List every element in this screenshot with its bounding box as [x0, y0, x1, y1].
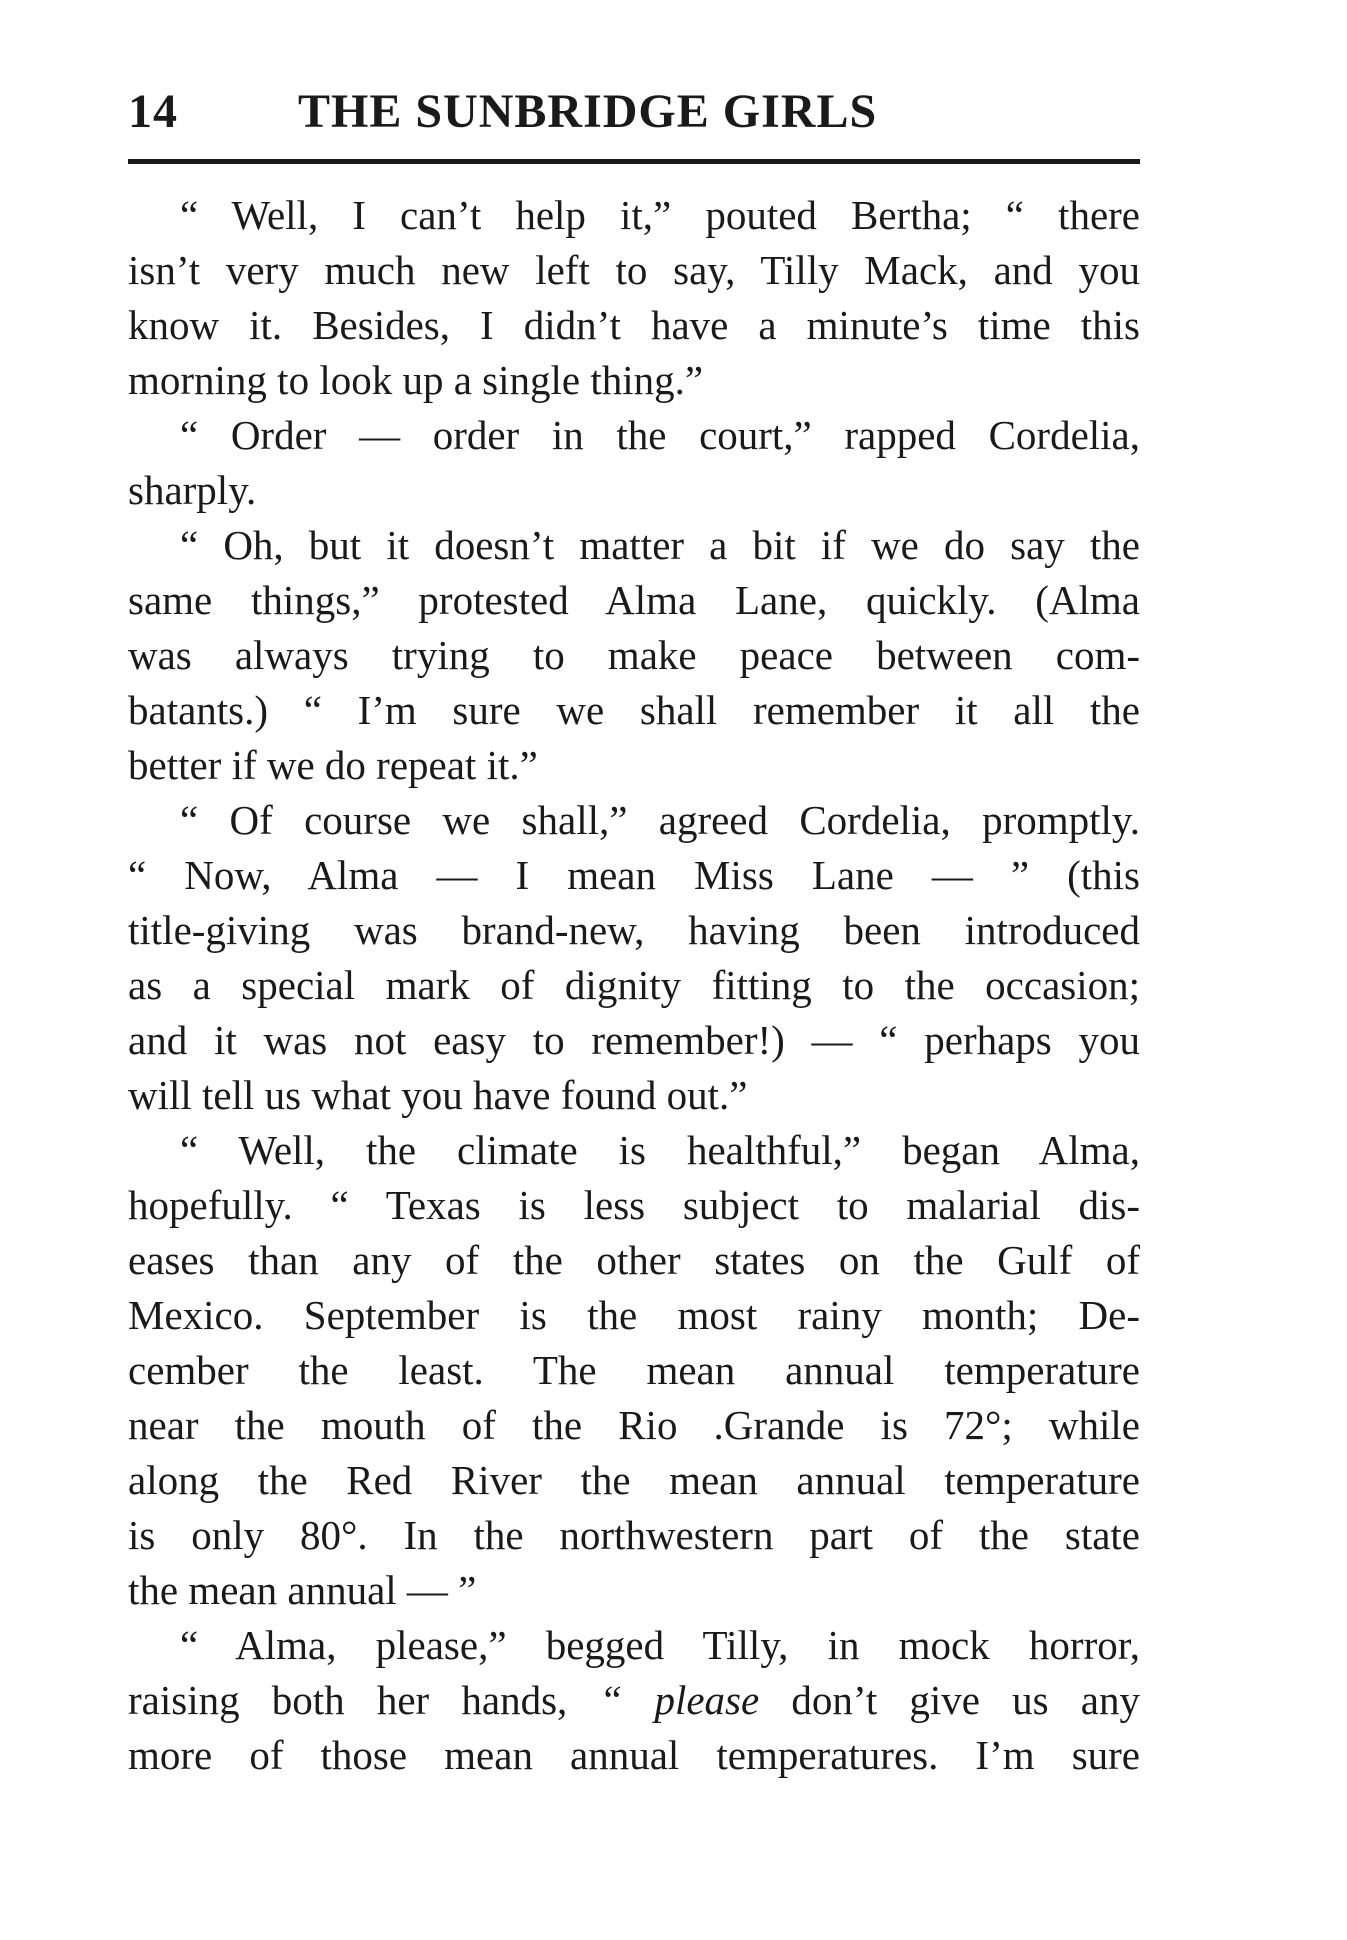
text-segment: don’t give us any [791, 1677, 1140, 1723]
text-line: title-giving was brand-new, having been introduced [128, 907, 1140, 953]
text-line: same things,” protested Alma Lane, quickly. (Alma [128, 577, 1140, 623]
text-line: was always trying to make peace between com- [128, 632, 1140, 678]
running-title: THE SUNBRIDGE GIRLS [298, 85, 878, 138]
text-line: the mean annual — ” [128, 1567, 477, 1613]
emphasis-please: “ please [599, 1677, 760, 1723]
text-line: near the mouth of the Rio .Grande is 72°; while [128, 1402, 1140, 1448]
text-line: and it was not easy to remember!) — “ perhaps you [128, 1017, 1140, 1063]
text-line: cember the least. The mean annual temperature [128, 1347, 1140, 1393]
text-line: more of those mean annual temperatures. I’m sure [128, 1732, 1140, 1778]
text-line: eases than any of the other states on the Gulf of [128, 1237, 1140, 1283]
text-line: hopefully. “ Texas is less subject to malarial dis- [128, 1182, 1140, 1228]
text-line: know it. Besides, I didn’t have a minute’s time this [128, 302, 1140, 348]
page-number: 14 [128, 85, 178, 138]
text-line: Mexico. September is the most rainy month; De- [128, 1292, 1140, 1338]
text-line: is only 80°. In the northwestern part of the state [128, 1512, 1140, 1558]
text-line: “ Well, the climate is healthful,” began Alma, [180, 1127, 1140, 1173]
text-line: “ Now, Alma — I mean Miss Lane — ” (this [128, 852, 1140, 898]
text-line: better if we do repeat it.” [128, 742, 538, 788]
text-line: morning to look up a single thing.” [128, 357, 704, 403]
text-line: “ Oh, but it doesn’t matter a bit if we do say the [180, 522, 1140, 568]
text-segment: raising both her hands, [128, 1677, 568, 1723]
header-rule [128, 159, 1140, 164]
text-line: “ Of course we shall,” agreed Cordelia, promptly. [180, 797, 1140, 843]
text-line-mixed [128, 1673, 1140, 1728]
text-line: batants.) “ I’m sure we shall remember it all the [128, 687, 1140, 733]
text-line: “ Well, I can’t help it,” pouted Bertha; “ there [180, 192, 1140, 238]
text-line: “ Alma, please,” begged Tilly, in mock horror, [180, 1622, 1140, 1668]
text-line: “ Order — order in the court,” rapped Cordelia, [180, 412, 1140, 458]
text-line: will tell us what you have found out.” [128, 1072, 748, 1118]
running-head [128, 82, 1140, 142]
book-page [128, 0, 1140, 1940]
text-line: isn’t very much new left to say, Tilly Mack, and you [128, 247, 1140, 293]
text-line: sharply. [128, 467, 257, 513]
text-line: as a special mark of dignity fitting to the occasion; [128, 962, 1140, 1008]
body-text [128, 188, 1140, 1783]
text-line: along the Red River the mean annual temperature [128, 1457, 1140, 1503]
